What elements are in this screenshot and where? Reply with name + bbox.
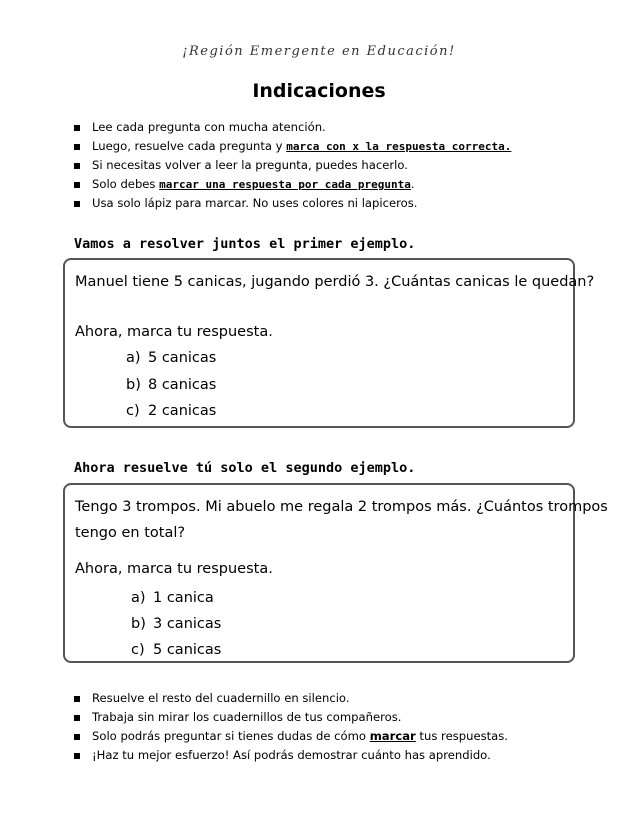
closing-emphasis: marcar xyxy=(369,729,416,743)
option-key: a) xyxy=(131,590,146,606)
closing-list xyxy=(92,689,508,765)
instruction-emphasis: marcar una respuesta por cada pregunta xyxy=(159,178,411,191)
option-text: 3 canicas xyxy=(153,616,222,632)
closing-item xyxy=(92,727,508,746)
example1-option-a[interactable] xyxy=(126,350,216,366)
instruction-text: . xyxy=(410,177,415,191)
closing-text: Resuelve el resto del cuadernillo en silencio. xyxy=(92,691,350,705)
closing-text: tus respuestas. xyxy=(415,729,508,743)
example2-heading: Ahora resuelve tú solo el segundo ejemplo. xyxy=(74,460,416,476)
closing-item xyxy=(92,746,508,765)
example1-prompt: Ahora, marca tu respuesta. xyxy=(75,324,273,340)
instruction-text: Si necesitas volver a leer la pregunta, puedes hacerlo. xyxy=(92,158,408,172)
option-key: c) xyxy=(131,642,145,658)
instruction-item xyxy=(92,194,511,213)
example2-box xyxy=(63,483,608,663)
example1-question: Manuel tiene 5 canicas, jugando perdió 3. ¿Cuántas canicas le quedan? xyxy=(75,274,595,290)
example1-option-b[interactable] xyxy=(126,377,216,393)
option-key: c) xyxy=(126,403,140,419)
example2-option-c[interactable] xyxy=(131,642,221,658)
option-text: 5 canicas xyxy=(148,350,217,366)
instruction-item xyxy=(92,137,511,156)
option-text: 8 canicas xyxy=(148,377,217,393)
closing-text: ¡Haz tu mejor esfuerzo! Así podrás demostrar cuánto has aprendido. xyxy=(92,748,491,762)
closing-item xyxy=(92,689,508,708)
option-key: b) xyxy=(126,377,141,393)
example1-option-c[interactable] xyxy=(126,403,216,419)
option-text: 2 canicas xyxy=(148,403,217,419)
example2-option-a[interactable] xyxy=(131,590,214,606)
instruction-text: Lee cada pregunta con mucha atención. xyxy=(92,120,326,134)
instructions-list xyxy=(92,118,511,213)
option-key: b) xyxy=(131,616,146,632)
closing-text: Trabaja sin mirar los cuadernillos de tus compañeros. xyxy=(92,710,402,724)
closing-item xyxy=(92,708,508,727)
instruction-emphasis: marca con x la respuesta correcta. xyxy=(286,140,512,153)
instruction-text: Luego, resuelve cada pregunta y xyxy=(92,139,287,153)
example2-question-line2: tengo en total? xyxy=(75,525,186,541)
instruction-item xyxy=(92,175,511,194)
page-title: Indicaciones xyxy=(252,80,386,102)
example2-prompt: Ahora, marca tu respuesta. xyxy=(75,561,273,577)
instruction-item xyxy=(92,118,511,137)
page-header: ¡Región Emergente en Educación! xyxy=(182,44,456,59)
example2-question-line1: Tengo 3 trompos. Mi abuelo me regala 2 trompos más. ¿Cuántos trompos xyxy=(75,499,608,515)
option-key: a) xyxy=(126,350,141,366)
closing-text: Solo podrás preguntar si tienes dudas de cómo xyxy=(92,729,370,743)
instruction-text: Solo debes xyxy=(92,177,160,191)
instruction-item xyxy=(92,156,511,175)
option-text: 5 canicas xyxy=(153,642,222,658)
instruction-text: Usa solo lápiz para marcar. No uses colores ni lapiceros. xyxy=(92,196,418,210)
option-text: 1 canica xyxy=(153,590,214,606)
example1-heading: Vamos a resolver juntos el primer ejemplo. xyxy=(74,236,416,252)
example2-option-b[interactable] xyxy=(131,616,221,632)
